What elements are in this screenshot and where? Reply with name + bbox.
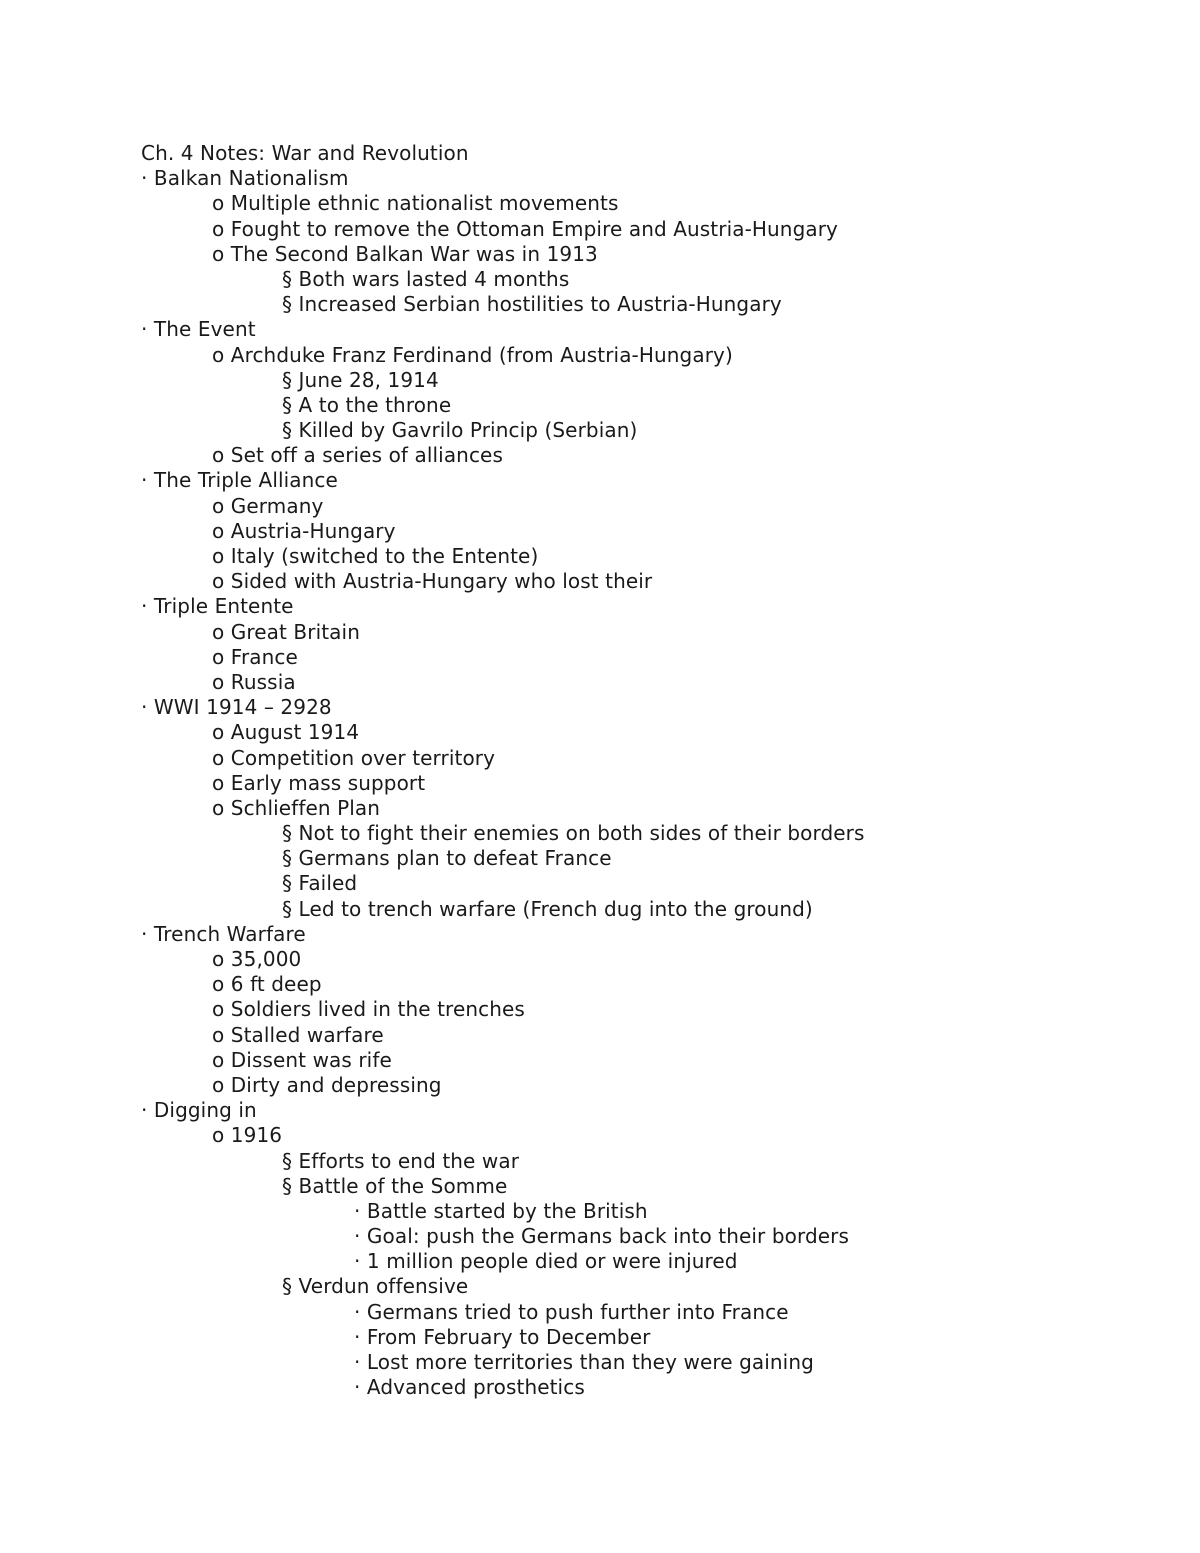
outline-item-level-3: · Germans tried to push further into France xyxy=(354,1299,789,1324)
outline-item-level-2: § Led to trench warfare (French dug into the ground) xyxy=(282,896,813,921)
outline-item-level-2: § Battle of the Somme xyxy=(282,1173,508,1198)
outline-item-level-1: o Schlieffen Plan xyxy=(212,795,381,820)
outline-item-level-3: · 1 million people died or were injured xyxy=(354,1249,738,1274)
outline-item-level-1: o Early mass support xyxy=(212,770,426,795)
outline-item-level-2: § Efforts to end the war xyxy=(282,1148,520,1173)
outline-item-level-0: · WWI 1914 – 2928 xyxy=(141,695,332,720)
outline-item-level-2: § Increased Serbian hostilities to Austria-Hungary xyxy=(282,292,782,317)
outline-item-level-0: · Trench Warfare xyxy=(141,921,306,946)
outline-item-level-3: · Lost more territories than they were gaining xyxy=(354,1350,814,1374)
outline-item-level-2: § Killed by Gavrilo Princip (Serbian) xyxy=(282,418,638,443)
outline-item-level-1: o Russia xyxy=(212,669,296,694)
outline-item-level-3: · Goal: push the Germans back into their borders xyxy=(354,1224,849,1249)
outline-item-level-1: o 35,000 xyxy=(212,947,302,971)
outline-item-level-2: § Failed xyxy=(282,871,358,896)
outline-item-level-0: · The Triple Alliance xyxy=(141,468,338,493)
outline-item-level-2: § Not to fight their enemies on both sides of their borders xyxy=(282,821,865,846)
outline-item-level-1: o Germany xyxy=(212,493,324,518)
outline-item-level-2: § Both wars lasted 4 months xyxy=(282,266,570,291)
outline-item-level-1: o Multiple ethnic nationalist movements xyxy=(212,191,619,216)
outline-item-level-0: · Triple Entente xyxy=(141,594,294,619)
outline-item-level-3: · Advanced prosthetics xyxy=(354,1375,585,1400)
notes-outline xyxy=(141,141,865,1400)
outline-item-level-2: § Germans plan to defeat France xyxy=(282,846,612,871)
page-title: Ch. 4 Notes: War and Revolution xyxy=(141,141,469,165)
outline-item-level-1: o Competition over territory xyxy=(212,745,496,770)
outline-item-level-1: o 1916 xyxy=(212,1123,283,1148)
outline-item-level-0: · Balkan Nationalism xyxy=(141,166,349,191)
outline-item-level-1: o Great Britain xyxy=(212,619,360,644)
outline-item-level-1: o Austria-Hungary xyxy=(212,518,396,543)
outline-item-level-1: o Set off a series of alliances xyxy=(212,443,503,468)
outline-item-level-2: § June 28, 1914 xyxy=(282,367,439,392)
outline-item-level-1: o Archduke Franz Ferdinand (from Austria-Hungary) xyxy=(212,342,733,367)
outline-item-level-1: o The Second Balkan War was in 1913 xyxy=(212,241,598,266)
outline-item-level-1: o Italy (switched to the Entente) xyxy=(212,544,539,568)
outline-item-level-3: · Battle started by the British xyxy=(354,1198,648,1223)
outline-item-level-1: o Dissent was rife xyxy=(212,1047,392,1072)
outline-item-level-1: o Sided with Austria-Hungary who lost their xyxy=(212,569,653,594)
outline-item-level-1: o Soldiers lived in the trenches xyxy=(212,997,525,1022)
outline-item-level-0: · The Event xyxy=(141,317,256,342)
outline-item-level-2: § A to the throne xyxy=(282,392,452,417)
outline-item-level-2: § Verdun offensive xyxy=(282,1274,469,1299)
outline-item-level-1: o 6 ft deep xyxy=(212,972,322,997)
outline-item-level-1: o Fought to remove the Ottoman Empire and Austria-Hungary xyxy=(212,216,838,241)
outline-item-level-1: o Dirty and depressing xyxy=(212,1072,442,1097)
outline-item-level-3: · From February to December xyxy=(354,1324,651,1349)
outline-item-level-1: o August 1914 xyxy=(212,720,360,745)
outline-item-level-1: o France xyxy=(212,644,298,669)
outline-item-level-0: · Digging in xyxy=(141,1098,257,1123)
outline-item-level-1: o Stalled warfare xyxy=(212,1022,384,1047)
